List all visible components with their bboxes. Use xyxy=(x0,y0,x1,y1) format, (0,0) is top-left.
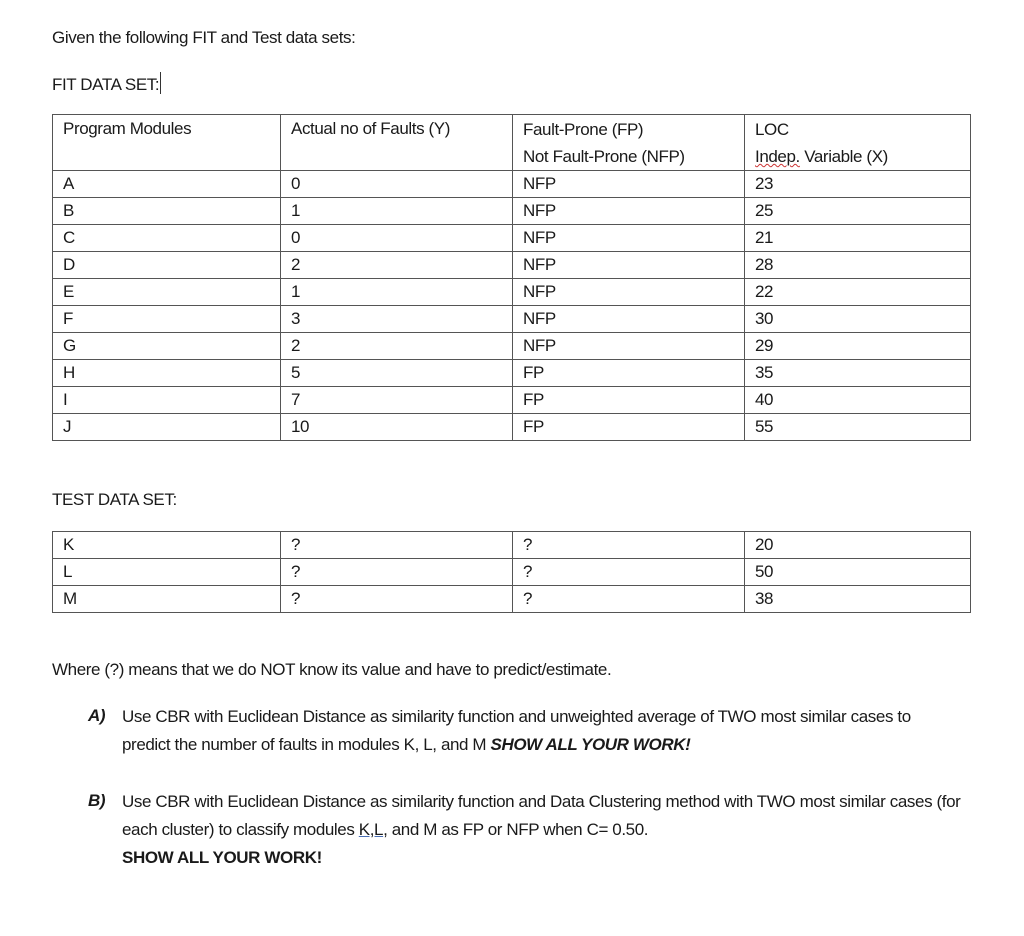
cell-module: E xyxy=(53,279,281,306)
cell-class: NFP xyxy=(513,333,745,360)
table-row xyxy=(53,171,971,198)
header-faults: Actual no of Faults (Y) xyxy=(281,115,513,171)
cell-faults: ? xyxy=(281,586,513,613)
cell-loc: 28 xyxy=(745,252,971,279)
question-a-label: A) xyxy=(88,706,106,725)
cell-class: ? xyxy=(513,586,745,613)
cell-loc: 20 xyxy=(745,532,971,559)
cell-class: NFP xyxy=(513,198,745,225)
text-cursor xyxy=(160,72,161,94)
cell-class: NFP xyxy=(513,225,745,252)
cell-faults: 5 xyxy=(281,360,513,387)
cell-module: C xyxy=(53,225,281,252)
cell-loc: 30 xyxy=(745,306,971,333)
cell-class: FP xyxy=(513,414,745,441)
cell-module: J xyxy=(53,414,281,441)
cell-loc: 25 xyxy=(745,198,971,225)
cell-loc: 50 xyxy=(745,559,971,586)
test-data-label: TEST DATA SET: xyxy=(52,490,177,509)
cell-loc: 22 xyxy=(745,279,971,306)
cell-class: NFP xyxy=(513,306,745,333)
cell-module: M xyxy=(53,586,281,613)
table-row xyxy=(53,306,971,333)
header-loc-line2: Indep. Variable (X) xyxy=(755,147,888,166)
table-row xyxy=(53,586,971,613)
cell-module: I xyxy=(53,387,281,414)
table-row xyxy=(53,387,971,414)
cell-module: D xyxy=(53,252,281,279)
cell-module: L xyxy=(53,559,281,586)
question-b-label: B) xyxy=(88,791,106,810)
cell-module: K xyxy=(53,532,281,559)
question-a-emphasis: SHOW ALL YOUR WORK! xyxy=(490,735,691,754)
cell-class: NFP xyxy=(513,252,745,279)
table-row xyxy=(53,414,971,441)
cell-class: FP xyxy=(513,387,745,414)
table-row xyxy=(53,360,971,387)
table-row xyxy=(53,559,971,586)
header-fp-line1: Fault-Prone (FP) xyxy=(523,120,644,139)
cell-loc: 29 xyxy=(745,333,971,360)
cell-faults: 0 xyxy=(281,171,513,198)
question-a-text: Use CBR with Euclidean Distance as similarity function and unweighted average of TWO most similar cases to predict the number of faults in modules K, L, and M xyxy=(122,707,911,754)
cell-faults: 2 xyxy=(281,333,513,360)
cell-faults: 7 xyxy=(281,387,513,414)
header-fp-line2: Not Fault-Prone (NFP) xyxy=(523,147,685,166)
note-text: Where (?) means that we do NOT know its value and have to predict/estimate. xyxy=(52,660,612,679)
table-row xyxy=(53,198,971,225)
table-row xyxy=(53,333,971,360)
header-modules: Program Modules xyxy=(53,115,281,171)
fit-data-label xyxy=(52,72,161,95)
table-row xyxy=(53,225,971,252)
cell-module: B xyxy=(53,198,281,225)
cell-loc: 38 xyxy=(745,586,971,613)
intro-text: Given the following FIT and Test data sets: xyxy=(52,28,356,47)
cell-loc: 35 xyxy=(745,360,971,387)
cell-loc: 21 xyxy=(745,225,971,252)
header-fault-prone xyxy=(513,115,745,171)
table-header-row xyxy=(53,115,971,171)
cell-faults: ? xyxy=(281,559,513,586)
table-row xyxy=(53,279,971,306)
test-data-table xyxy=(52,531,971,613)
question-b-text: Use CBR with Euclidean Distance as similarity function and Data Clustering method with TWO most similar cases (for each cluster) to classify modules xyxy=(122,792,961,839)
cell-faults: 2 xyxy=(281,252,513,279)
cell-loc: 40 xyxy=(745,387,971,414)
cell-faults: 10 xyxy=(281,414,513,441)
cell-module: G xyxy=(53,333,281,360)
cell-faults: 1 xyxy=(281,279,513,306)
cell-module: H xyxy=(53,360,281,387)
cell-faults: ? xyxy=(281,532,513,559)
question-b-emphasis: SHOW ALL YOUR WORK! xyxy=(122,848,322,867)
header-loc xyxy=(745,115,971,171)
indep-word: Indep. xyxy=(755,147,800,166)
header-loc-line1: LOC xyxy=(755,120,789,139)
cell-faults: 0 xyxy=(281,225,513,252)
cell-class: NFP xyxy=(513,279,745,306)
table-row xyxy=(53,532,971,559)
question-b xyxy=(122,788,962,872)
cell-class: FP xyxy=(513,360,745,387)
cell-faults: 1 xyxy=(281,198,513,225)
fit-data-label-text: FIT DATA SET: xyxy=(52,75,160,94)
cell-class: ? xyxy=(513,559,745,586)
cell-class: NFP xyxy=(513,171,745,198)
cell-module: F xyxy=(53,306,281,333)
question-a xyxy=(122,703,962,759)
cell-module: A xyxy=(53,171,281,198)
question-b-underlined: K,L xyxy=(358,820,384,839)
cell-class: ? xyxy=(513,532,745,559)
cell-loc: 55 xyxy=(745,414,971,441)
question-b-text-after: , and M as FP or NFP when C= 0.50. xyxy=(383,820,649,839)
fit-data-table xyxy=(52,114,971,441)
table-row xyxy=(53,252,971,279)
cell-faults: 3 xyxy=(281,306,513,333)
cell-loc: 23 xyxy=(745,171,971,198)
